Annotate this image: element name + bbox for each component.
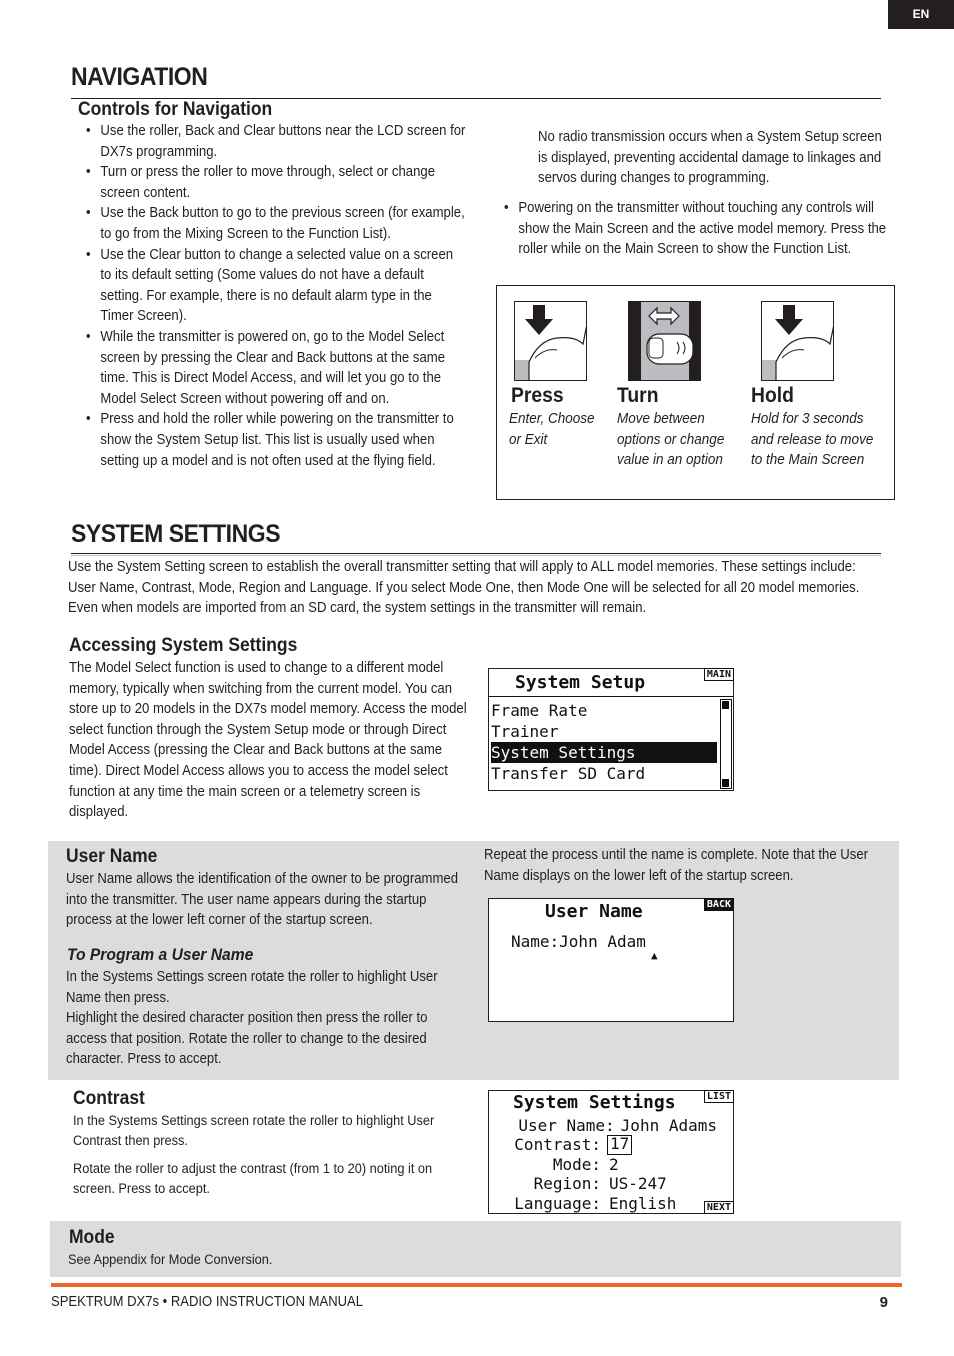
controls-heading: Controls for Navigation	[78, 99, 273, 120]
user-name-heading: User Name	[66, 846, 158, 867]
setting-row	[489, 1155, 717, 1174]
setting-value: 17	[607, 1135, 632, 1154]
lcd-name-line: Name:John Adam	[511, 932, 646, 951]
setting-label: User Name:	[518, 1116, 615, 1135]
setting-label: Language:	[514, 1193, 601, 1213]
hold-desc: Hold for 3 seconds and release to move to the Main Screen	[751, 410, 874, 469]
page-number: 9	[879, 1294, 888, 1311]
footer-title: SPEKTRUM DX7s • RADIO INSTRUCTION MANUAL	[51, 1294, 364, 1310]
lcd-user-name	[488, 898, 734, 1022]
system-settings-intro: Use the System Setting screen to establish the overall transmitter setting that will apply to ALL model memories. These settings include: User Name, Contrast, Mode, Region and Language. If you select Mode One, then Mode One will be selected for all 20 model memories. Even when models are imported from an SD card, the system settings in the transmitter will remain.	[68, 559, 860, 617]
setting-row	[489, 1135, 717, 1154]
press-icon	[514, 301, 587, 381]
lcd-settings-list	[489, 1116, 717, 1213]
main-tag: MAIN	[704, 668, 734, 681]
list-item: Transfer SD Card	[491, 764, 646, 783]
program-user-name-text-1: In the Systems Settings screen rotate the roller to highlight User Name then press.	[66, 969, 438, 1006]
contrast-text-1: In the Systems Settings screen rotate the roller to highlight User Contrast then press.	[73, 1113, 435, 1149]
user-name-text: User Name allows the identification of the owner to be programmed into the transmitter. The user name appears during the startup process at the lower left corner of the startup screen.	[66, 871, 459, 929]
hold-title: Hold	[751, 384, 794, 407]
list-tag: LIST	[704, 1090, 734, 1103]
list-item: • Turn or press the roller to move through, select or change screen content.	[86, 162, 466, 203]
accessing-text: The Model Select function is used to change to a different model memory, typically when switching from the current model. You can store up to 20 models in the DX7s model memory. Access the model select function through the System Setup mode or through Direct Model Access (pressing the Clear and Back buttons at the same time). Direct Model Access allows you to access the model select function at any time the main screen or a telemetry screen is displayed.	[69, 660, 467, 821]
setting-value: 2	[609, 1154, 619, 1174]
back-tag: BACK	[704, 898, 734, 911]
setting-label: Mode:	[552, 1154, 601, 1174]
setting-value: John Adams	[620, 1116, 717, 1135]
hold-icon	[761, 301, 834, 381]
footer-accent-line	[51, 1283, 902, 1287]
list-item: • Use the roller, Back and Clear buttons near the LCD screen for DX7s programming.	[86, 121, 466, 162]
list-item: • Use the Clear button to change a selected value on a screen to its default setting (Some values do not have a default setting. For example, there is no default alarm type in the Timer Screen).	[86, 245, 466, 327]
setting-label: Region:	[533, 1174, 601, 1194]
navigation-bullet-list	[86, 121, 466, 471]
lcd-title: System Setup	[515, 672, 646, 693]
section-title-system-settings: SYSTEM SETTINGS	[71, 520, 281, 548]
mode-heading: Mode	[69, 1227, 115, 1248]
setting-label: Contrast:	[514, 1135, 601, 1155]
power-on-bullet	[504, 198, 889, 260]
turn-icon	[628, 301, 701, 381]
accessing-heading: Accessing System Settings	[69, 635, 298, 656]
lcd-title: System Settings	[513, 1092, 676, 1113]
user-name-right-text: Repeat the process until the name is complete. Note that the User Name displays on the lower left of the startup screen.	[484, 847, 869, 884]
controls-legend-box	[496, 285, 895, 500]
lcd-system-settings	[488, 1090, 734, 1214]
contrast-text-2: Rotate the roller to adjust the contrast (from 1 to 20) noting it on screen. Press to accept.	[73, 1161, 433, 1197]
language-tab: EN	[888, 0, 954, 29]
lcd-system-setup	[488, 668, 734, 791]
setting-value: US-247	[609, 1174, 667, 1194]
section-title-navigation: NAVIGATION	[71, 63, 208, 91]
list-item: • Powering on the transmitter without touching any controls will show the Main Screen and the active model memory. Press the roller while on the Main Screen to show the Function List.	[504, 198, 889, 260]
list-item: Trainer	[491, 722, 559, 741]
list-item: • Use the Back button to go to the previous screen (for example, to go from the Mixing Screen to the Function List).	[86, 203, 466, 244]
setting-row	[489, 1174, 717, 1193]
lcd-title: User Name	[545, 901, 643, 922]
program-user-name-heading: To Program a User Name	[67, 945, 254, 964]
press-title: Press	[511, 384, 564, 407]
program-user-name-text-2: Highlight the desired character position then press the roller to access that position. Rotate the roller to change to the desired character. Press to accept.	[66, 1010, 428, 1068]
turn-title: Turn	[617, 384, 659, 407]
list-item-selected: System Settings	[491, 742, 717, 763]
cursor-icon: ▲	[651, 949, 658, 962]
contrast-heading: Contrast	[73, 1088, 145, 1109]
setting-value: English	[609, 1193, 677, 1213]
list-item: • Press and hold the roller while powering on the transmitter to show the System Setup list. This list is usually used when setting up a model and is not often used at the flying field.	[86, 409, 466, 471]
mode-text: See Appendix for Mode Conversion.	[68, 1252, 273, 1268]
next-tag: NEXT	[704, 1201, 734, 1214]
list-item: • While the transmitter is powered on, go to the Model Select screen by pressing the Clear and Back buttons at the same time. This is Direct Model Access, and will let you go to the Model Select Screen without powering off and on.	[86, 327, 466, 409]
setting-row	[489, 1116, 717, 1135]
no-transmission-note: No radio transmission occurs when a System Setup screen is displayed, preventing accidental damage to linkages and servos during changes to programming.	[538, 129, 882, 187]
lcd-scrollbar	[720, 699, 732, 789]
section-rule	[71, 553, 881, 556]
setting-row	[489, 1194, 717, 1213]
press-desc: Enter, Choose or Exit	[509, 410, 595, 448]
list-item: Frame Rate	[491, 701, 588, 720]
lcd-menu	[491, 700, 717, 784]
turn-desc: Move between options or change value in an option	[617, 410, 725, 469]
